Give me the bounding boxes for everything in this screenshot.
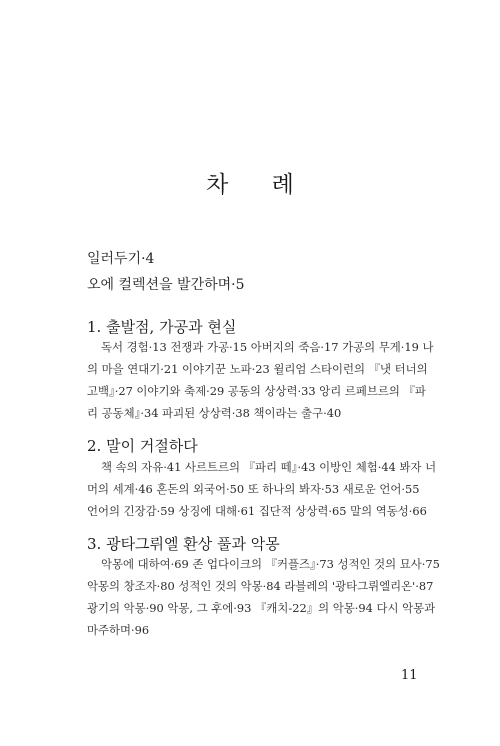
chapter-entry-line: 고백』·27 이야기와 축제·29 공동의 상상력·33 앙리 르페브르의 『파 <box>87 384 426 398</box>
chapter-entry-line: 책 속의 자유·41 사르트르의 『파리 떼』·43 이방인 체험·44 봐자 너 <box>101 460 437 474</box>
chapter-title: 1. 출발점, 가공과 현실 <box>87 318 237 336</box>
chapter-entry-line: 마주하며·96 <box>87 623 150 637</box>
page-title: 차 례 <box>206 172 312 198</box>
chapter-title: 3. 광타그뤼엘 환상 풀과 악몽 <box>87 535 280 553</box>
chapter-entry-line: 악몽의 창조자·80 성적인 것의 악몽·84 라블레의 '광타그뤼엘리온'·87 <box>87 579 434 593</box>
preface-item: 일러두기·4 <box>87 251 155 267</box>
chapter-entry-line: 악몽에 대하여·69 존 업다이크의 『커플즈』·73 성적인 것의 묘사·75 <box>101 557 440 571</box>
chapter-entry-line: 의 마을 연대기·21 이야기꾼 노파·23 윌리엄 스타이런의 『냇 터너의 <box>87 362 428 376</box>
chapter-entry-line: 독서 경험·13 전쟁과 가공·15 아버지의 죽음·17 가공의 무게·19 나 <box>101 340 434 354</box>
chapter-entry-line: 광기의 악몽·90 악몽, 그 후에·93 『캐치-22』의 악몽·94 다시 악몽과 <box>87 601 436 615</box>
chapter-entry-line: 언어의 긴장감·59 상징에 대해·61 집단적 상상력·65 말의 역동성·66 <box>87 504 427 518</box>
preface-item: 오에 컬렉션을 발간하며·5 <box>87 277 245 293</box>
chapter-entry-line: 머의 세계·46 혼돈의 외국어·50 또 하나의 봐자·53 새로운 언어·55 <box>87 482 420 496</box>
chapter-entry-line: 리 공동체』·34 파괴된 상상력·38 책이라는 출구·40 <box>87 406 342 420</box>
page-number: 11 <box>401 668 418 683</box>
chapter-title: 2. 말이 거절하다 <box>87 437 198 455</box>
